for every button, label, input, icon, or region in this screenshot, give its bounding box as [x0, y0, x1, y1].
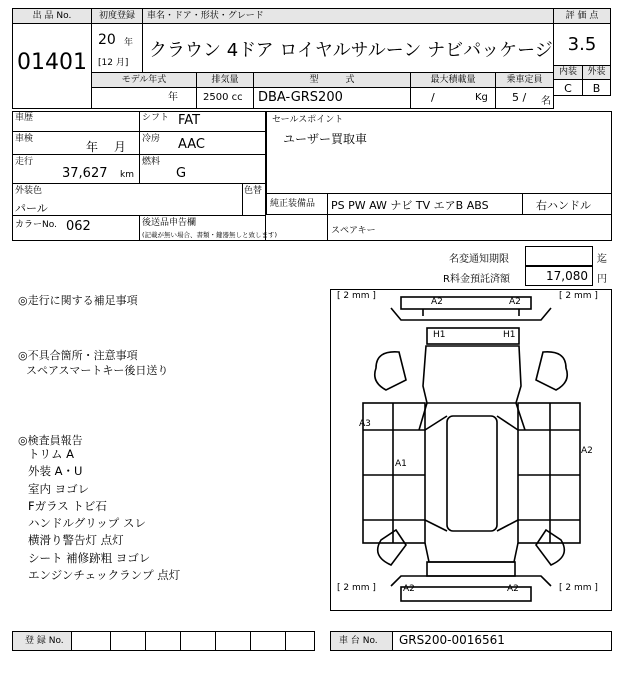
- recycle-label: R料金預託済額: [443, 274, 510, 285]
- reg-month: [12 月]: [98, 58, 129, 68]
- mileage-unit: km: [120, 170, 134, 180]
- interior-label: 内装: [553, 65, 583, 80]
- capacity-box: [495, 87, 554, 109]
- exterior-label: 外装: [582, 65, 611, 80]
- mileage-value: 37,627: [62, 166, 108, 181]
- equipment-value: PS PW AW ナビ TV エアB ABS: [331, 199, 489, 212]
- model-year-value: 年: [168, 92, 178, 103]
- aftermarket-value: スペアキー: [331, 226, 376, 236]
- lot-no: 01401: [12, 23, 92, 109]
- car-name-label: 車名・ドア・形状・グレード: [142, 8, 554, 24]
- mark-headlight-left: H1: [433, 330, 446, 340]
- color-no-label: カラーNo.: [15, 220, 57, 230]
- inspector-title: ◎検査員報告: [18, 434, 83, 447]
- mark-left-side-a3: A3: [359, 419, 371, 429]
- steering-value: 右ハンドル: [536, 199, 591, 212]
- mileage-label: 走行: [15, 157, 34, 167]
- displacement-value: 2500 cc: [203, 92, 243, 103]
- inspector-line: トリム A: [28, 447, 75, 461]
- car-outline-diagram: [331, 290, 611, 610]
- inspector-lines: [28, 446, 180, 584]
- max-load-box: [410, 87, 496, 109]
- car-name-box: [142, 23, 554, 73]
- reg-no-label: 登 録 No.: [13, 632, 72, 650]
- score: 3.5: [553, 23, 611, 66]
- defects-title: ◎不具合箇所・注意事項: [18, 349, 138, 362]
- sales-point-value: ユーザー買取車: [283, 132, 368, 146]
- ac-value: AAC: [178, 137, 205, 152]
- chassis-label: 車 台 No.: [331, 632, 393, 650]
- aftermarket-box: [266, 214, 612, 241]
- exterior-color-value: パール: [15, 202, 48, 215]
- tire-depth-bottom-left: [ 2 mm ]: [337, 583, 376, 593]
- score-label: 評 価 点: [553, 8, 611, 24]
- model-value: DBA-GRS200: [258, 90, 343, 105]
- inspector-line: 室内 ヨゴレ: [28, 481, 90, 496]
- inspection-label: 車検: [15, 134, 34, 144]
- mark-headlight-right: H1: [503, 330, 516, 340]
- mark-rear-left: A2: [403, 584, 415, 594]
- car-name: クラウン 4ドア ロイヤルサルーン ナビパッケージ: [149, 40, 553, 61]
- lot-no-label: 出 品 No.: [12, 8, 92, 24]
- name-change-value-box: [525, 246, 593, 266]
- recycle-value: 17,080: [546, 269, 588, 283]
- capacity-unit: 名: [541, 96, 551, 107]
- name-change-label: 名変通知期限: [449, 254, 509, 265]
- capacity-value: 5 /: [512, 91, 527, 104]
- model-year-label: モデル年式: [91, 72, 197, 88]
- color-no-value: 062: [66, 219, 91, 234]
- exterior-color-label: 外装色: [15, 186, 43, 196]
- fuel-label: 燃料: [142, 157, 161, 167]
- model-label: 型 式: [253, 72, 411, 88]
- sales-point-label: セールスポイント: [272, 115, 344, 125]
- equipment-label: 純正装備品: [270, 199, 316, 209]
- max-load-unit: Kg: [475, 92, 488, 103]
- chassis-value: GRS200-0016561: [399, 633, 505, 647]
- mark-front-bumper-left: A2: [431, 297, 443, 307]
- displacement-box: [196, 87, 254, 109]
- inspector-line: 外装 A・U: [28, 464, 83, 479]
- defects-line: スペアスマートキー後日送り: [26, 364, 169, 377]
- mark-right-side-a2: A2: [581, 446, 593, 456]
- inspector-line: エンジンチェックランプ 点灯: [28, 568, 181, 583]
- model-box: [253, 87, 411, 109]
- inspector-line: Fガラス トビ石: [28, 498, 107, 513]
- tire-depth-bottom-right: [ 2 mm ]: [559, 583, 598, 593]
- reg-year-unit: 年: [124, 38, 134, 48]
- recolor-label: 色替: [244, 186, 263, 196]
- car-diagram: [330, 289, 612, 611]
- sales-point-box: [266, 111, 612, 194]
- recycle-unit: 円: [597, 274, 607, 285]
- exterior-grade: B: [582, 79, 611, 96]
- inspection-value: 年 月: [86, 140, 126, 154]
- shift-label: シフト: [142, 113, 170, 123]
- fuel-value: G: [176, 166, 187, 181]
- aftermarket-note: (記載が無い場合、書類・鍵器無しと致します): [142, 231, 278, 239]
- shift-value: FAT: [178, 113, 201, 128]
- first-reg-date: [91, 23, 143, 73]
- inspector-line: 横滑り警告灯 点灯: [28, 533, 124, 548]
- displacement-label: 排気量: [196, 72, 254, 88]
- mark-front-bumper-right: A2: [509, 297, 521, 307]
- tire-depth-top-right: [ 2 mm ]: [559, 291, 598, 301]
- ac-label: 冷房: [142, 134, 161, 144]
- capacity-label: 乗車定員: [495, 72, 554, 88]
- inspector-line: ハンドルグリップ スレ: [28, 516, 146, 531]
- mark-rear-right: A2: [507, 584, 519, 594]
- name-change-unit: 迄: [597, 254, 607, 265]
- recycle-value-box: [525, 266, 593, 286]
- first-reg-label: 初度登録: [91, 8, 143, 24]
- max-load-value: /: [431, 91, 435, 104]
- reg-year: 20: [98, 32, 116, 48]
- model-year-box: [91, 87, 197, 109]
- aftermarket-label: 後送品申告欄: [142, 218, 197, 228]
- driving-notes-title: ◎走行に関する補足事項: [18, 294, 138, 307]
- history-label: 車歴: [15, 113, 34, 123]
- interior-grade: C: [553, 79, 583, 96]
- inspector-line: シート 補修跡粗 ヨゴレ: [28, 550, 151, 565]
- mark-left-side-a1: A1: [395, 459, 407, 469]
- max-load-label: 最大積載量: [410, 72, 496, 88]
- tire-depth-top-left: [ 2 mm ]: [337, 291, 376, 301]
